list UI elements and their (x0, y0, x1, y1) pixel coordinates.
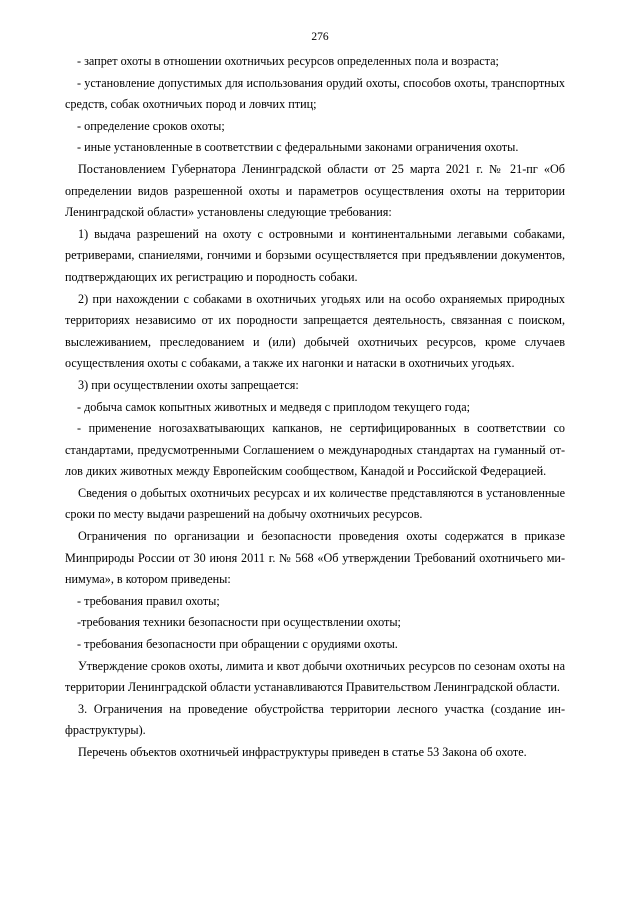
paragraph-requirement-3: 3) при осуществлении охоты запрещается: (78, 377, 299, 392)
paragraph-safety-order: Ограничения по организации и безопасности проведения охоты содержатся в приказе Минприроды России от 30 июня 2011 г. № 568 «Об утверждении Требований охотничьего минимума», в котором приведены: (65, 529, 565, 587)
paragraph-requirement-1: 1) выдача разрешений на охоту с островными и континентальными легавыми собаками, ретриверами, спаниелями, гончими и борзыми осуществляется при предъявлении документов, подтверждающих их регистрацию и породность собаки. (65, 226, 565, 284)
paragraph-prohibition-females: - добыча самок копытных животных и медведя с приплодом текущего года; (77, 399, 471, 414)
paragraph-governor-decree: Постановлением Губернатора Ленинградской области от 25 марта 2021 г. № 21-пг «Об определении видов разрешенной охоты и параметров осуществления охоты на территории Ленинградской области» установлены следующие требования: (65, 161, 565, 220)
paragraph-prohibition-traps: - применение ногозахватывающих капканов, не сертифицированных в соответствии со стандартами, предусмотренными Соглашением о международных стандартах на гуманный отлов диких животных между Европейским сообществом, Канадой и Российской Федерацией. (65, 421, 565, 479)
paragraph-harvest-reporting: Сведения о добытых охотничьих ресурсах и их количестве представляются в установленные сроки по месту выдачи разрешений на добычу охотничьих ресурсов. (65, 485, 565, 522)
document-body (65, 51, 565, 764)
paragraph-restriction-seasons: - определение сроков охоты; (77, 118, 225, 133)
paragraph-rules-weapons: - требования безопасности при обращении с орудиями охоты. (77, 637, 398, 652)
paragraph-rules-safety-technique: -требования техники безопасности при осуществлении охоты; (77, 615, 401, 630)
paragraph-infrastructure-restriction: 3. Ограничения на проведение обустройства территории лесного участка (создание инфраструктуры). (65, 701, 565, 738)
paragraph-restriction-tools: - установление допустимых для использования орудий охоты, способов охоты, транспортных средств, собак охотничьих пород и ловчих птиц; (65, 75, 565, 112)
paragraph-infrastructure-list: Перечень объектов охотничьей инфраструктуры приведен в статье 53 Закона об охоте. (78, 745, 527, 759)
paragraph-season-approval: Утверждение сроков охоты, лимита и квот добычи охотничьих ресурсов по сезонам охоты на территории Ленинградской области устанавливаются Правительством Ленинградской области. (65, 658, 565, 695)
paragraph-rules-hunting: - требования правил охоты; (77, 593, 220, 608)
paragraph-restriction-sex-age: - запрет охоты в отношении охотничьих ресурсов определенных пола и возраста; (77, 54, 499, 68)
page-number: 276 (311, 31, 329, 43)
paragraph-requirement-2: 2) при нахождении с собаками в охотничьих угодьях или на особо охраняемых природных территориях независимо от их породности запрещается деятельность, связанная с поиском, выслеживанием, преследованием и (или) добычей охотничьих ресурсов, кроме случаев осуществления охоты с собаками, а также их нагонки и натаски в охотничьих угодьях. (65, 291, 565, 371)
paragraph-restriction-other: - иные установленные в соответствии с федеральными законами ограничения охоты. (77, 140, 519, 155)
